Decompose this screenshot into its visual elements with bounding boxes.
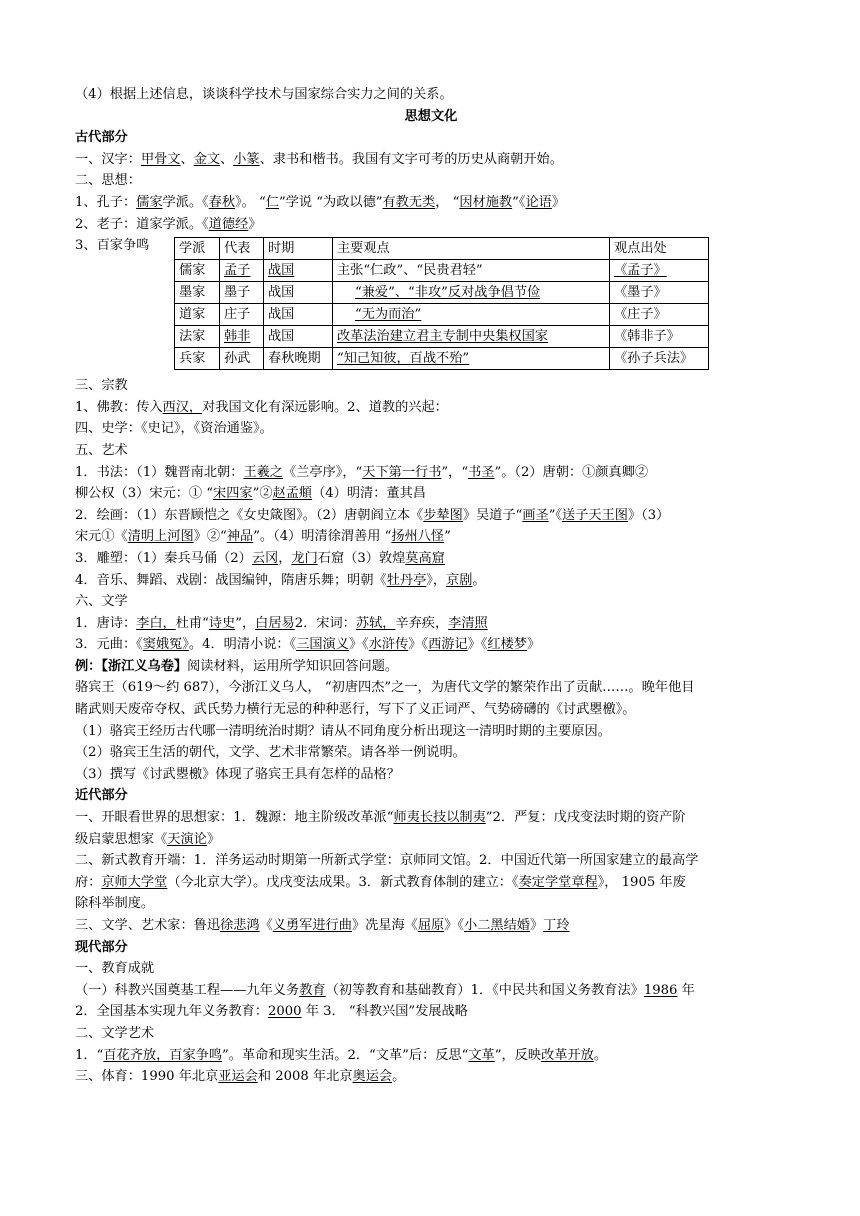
table-header-row (175, 238, 709, 260)
table-cell: 墨家 (175, 282, 220, 304)
example-question-3: （3）撰写《讨武瞾檄》体现了骆宾王具有怎样的品格？ (75, 766, 400, 782)
table-cell: 兵家 (175, 348, 220, 370)
table-header: 代表 (220, 238, 264, 260)
calligraphy-line-2: 柳公权（3）宋元：① “宋四家”②赵孟頫（4）明清：董其昌 (75, 486, 426, 502)
religion-heading: 三、宗教 (75, 378, 128, 394)
table-cell: 孙武 (220, 348, 264, 370)
hundred-schools-block (75, 235, 787, 375)
table-cell: 儒家 (175, 260, 220, 282)
example-text-2: 睹武则天废帝夺权、武氏势力横行无忌的种种恶行，写下了义正词严、气势磅礴的《讨武瞾檄》。 (75, 702, 636, 718)
hanzi-line: 一、汉字：甲骨文、金文、小篆、隶书和楷书。我国有文字可考的历史从商朝开始。 (75, 151, 563, 167)
table-row (175, 304, 709, 326)
table-header: 学派 (175, 238, 220, 260)
literature-heading: 六、文学 (75, 594, 128, 610)
new-education-line-2: 府：京师大学堂（今北京大学）。戊戌变法成果。3．新式教育体制的建立：《奏定学堂章程》， 1905 年废 (75, 874, 686, 890)
table-cell: 《孟子》 (610, 260, 709, 282)
contemporary-heading: 现代部分 (75, 939, 128, 955)
table-cell: 战国 (264, 282, 333, 304)
table-cell: 道家 (175, 304, 220, 326)
table-header: 主要观点 (333, 238, 610, 260)
table-row (175, 326, 709, 348)
table-cell: 《孙子兵法》 (610, 348, 709, 370)
history-line: 四、史学：《史记》，《资治通鉴》。 (75, 421, 273, 437)
open-eyes-line-1: 一、开眼看世界的思想家：1．魏源：地主阶级改革派“师夷长技以制夷”2．严复：戊戌变法时期的资产阶 (75, 810, 686, 826)
table-header: 时期 (264, 238, 333, 260)
table-cell: “兼爱”、“非攻”反对战争倡节俭 (333, 282, 610, 304)
education-line-2: 2．全国基本实现九年义务教育：2000 年 3． “科教兴国”发展战略 (75, 1004, 468, 1020)
education-heading: 一、教育成就 (75, 961, 155, 977)
example-heading: 例：【浙江义乌卷】阅读材料，运用所学知识回答问题。 (75, 658, 399, 674)
open-eyes-line-2: 级启蒙思想家《天演论》 (75, 831, 221, 847)
table-cell: 战国 (264, 304, 333, 326)
new-education-line-3: 除科举制度。 (75, 896, 155, 912)
table-cell: 孟子 (220, 260, 264, 282)
kongzi-line: 1、孔子：儒家学派。《春秋》。 “仁”学说 “为政以德”有教无类， “因材施教”《论语》 (75, 194, 566, 210)
table-cell: “无为而治” (333, 304, 610, 326)
buddhism-line: 1、佛教：传入西汉，对我国文化有深远影响。2、道教的兴起： (75, 399, 448, 415)
section-title: 思想文化 (404, 108, 458, 124)
table-cell: “知己知彼，百战不殆” (333, 348, 610, 370)
new-education-line-1: 二、新式教育开端：1．洋务运动时期第一所新式学堂：京师同文馆。2．中国近代第一所国家建立的最高学 (75, 853, 699, 869)
art-heading: 五、艺术 (75, 442, 128, 458)
ancient-heading: 古代部分 (75, 130, 128, 146)
table-row (175, 348, 709, 370)
literature-art-line: 1．“百花齐放，百家争鸣”。革命和现实生活。2．“文革”后：反思“文革”，反映改革开放。 (75, 1047, 607, 1063)
question-4: （4）根据上述信息，谈谈科学技术与国家综合实力之间的关系。 (75, 87, 453, 102)
example-question-2: （2）骆宾王生活的朝代，文学、艺术非常繁荣。请各举一例说明。 (75, 745, 466, 761)
table-cell: 法家 (175, 326, 220, 348)
example-question-1: （1）骆宾王经历古代哪一清明统治时期？请从不同角度分析出现这一清明时期的主要原因。 (75, 723, 611, 739)
table-cell: 《韩非子》 (610, 326, 709, 348)
table-row (175, 282, 709, 304)
painting-line-2: 宋元①《清明上河图》②“神品”。（4）明清徐渭善用 “扬州八怪” (75, 529, 451, 545)
painting-line-1: 2．绘画：（1）东晋顾恺之《女史箴图》。（2）唐朝阎立本《步辇图》吴道子“画圣”《送子天王图》（3） (75, 507, 670, 523)
table-cell: 主张“仁政”、“民贵君轻” (333, 260, 610, 282)
table-header: 观点出处 (610, 238, 709, 260)
laozi-line: 2、老子：道家学派。《道德经》 (75, 216, 262, 232)
example-text-1: 骆宾王（619～约 687），今浙江义乌人， “初唐四杰”之一，为唐代文学的繁荣作出了贡献……。晚年他目 (75, 680, 695, 696)
sculpture-line: 3．雕塑：（1）秦兵马俑（2）云冈，龙门石窟（3）敦煌莫高窟 (75, 550, 445, 566)
document-page (75, 84, 787, 1088)
literature-line-1: 1．唐诗：李白，杜甫“诗史”，白居易2．宋词：苏轼，辛弃疾，李清照 (75, 615, 488, 631)
table-cell: 韩非 (220, 326, 264, 348)
calligraphy-line-1: 1．书法：（1）魏晋南北朝：王羲之《兰亭序》，“天下第一行书”，“书圣”。（2）唐朝：①颜真卿② (75, 464, 649, 480)
table-cell: 春秋晚期 (264, 348, 333, 370)
table-cell: 战国 (264, 326, 333, 348)
table-cell: 战国 (264, 260, 333, 282)
modern-heading: 近代部分 (75, 788, 128, 804)
thought-heading: 二、思想： (75, 173, 141, 189)
literature-line-2: 3．元曲：《窦娥冤》。4．明清小说：《三国演义》《水浒传》《西游记》《红楼梦》 (75, 637, 541, 653)
education-line-1: （一）科教兴国奠基工程——九年义务教育（初等教育和基础教育）1．《中民共和国义务教育法》1986 年 (75, 982, 695, 998)
hundred-schools-label: 3、百家争鸣 (75, 238, 150, 254)
music-line: 4．音乐、舞蹈、戏剧：战国编钟，隋唐乐舞；明朝《牡丹亭》，京剧。 (75, 572, 486, 588)
hundred-schools-table (174, 237, 709, 370)
table-cell: 墨子 (220, 282, 264, 304)
table-cell: 庄子 (220, 304, 264, 326)
table-cell: 改革法治建立君主专制中央集权国家 (333, 326, 610, 348)
sports-line: 三、体育：1990 年北京亚运会和 2008 年北京奥运会。 (75, 1069, 406, 1085)
artists-line: 三、文学、艺术家：鲁迅徐悲鸿《义勇军进行曲》冼星海《屈原》《小二黑结婚》丁玲 (75, 918, 570, 933)
table-cell: 《庄子》 (610, 304, 709, 326)
table-row (175, 260, 709, 282)
literature-art-heading: 二、文学艺术 (75, 1025, 155, 1041)
table-cell: 《墨子》 (610, 282, 709, 304)
